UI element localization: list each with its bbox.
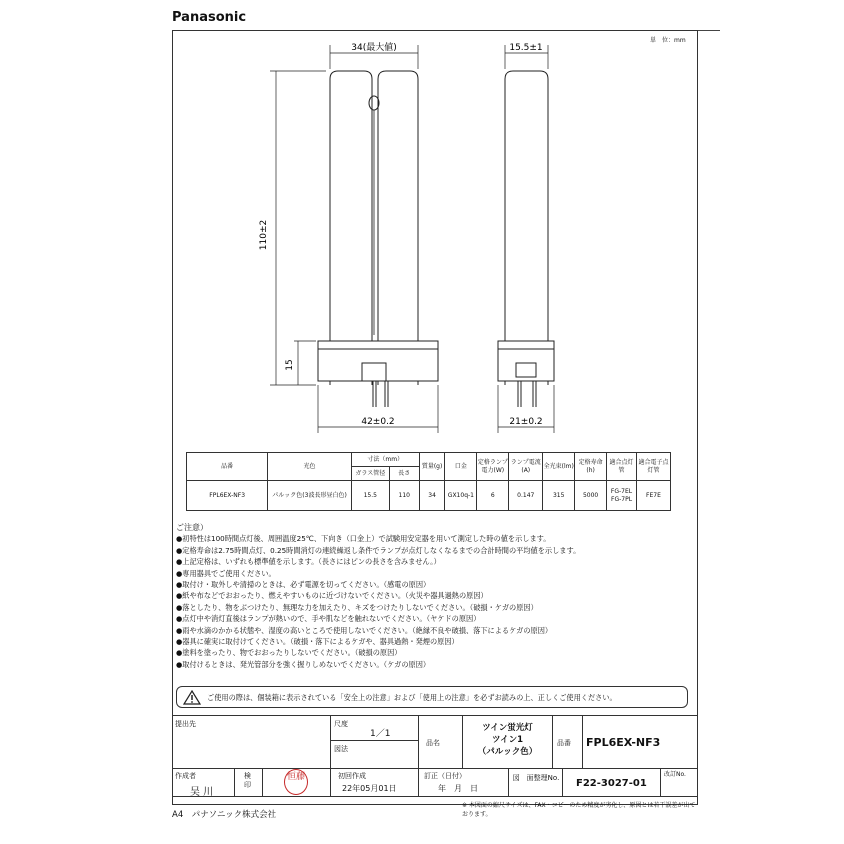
td-tekigo: FG-7EL FG-7PL	[607, 481, 637, 511]
note-item: ●定格寿命は2.75時間点灯、0.25時間消灯の連続繰返し条件でランプが点灯しなくなるまでの合計時間の平均値を示します。	[176, 545, 581, 555]
brand-logo: Panasonic	[172, 10, 247, 25]
dim-front-width: 34(最大値)	[351, 43, 397, 53]
shoban-label: 初回作成	[338, 772, 366, 780]
note-item: ●初特性は100時間点灯後、周囲温度25℃、下向き（口金上）で試験用安定器を用いて測定した時の値を示します。	[176, 534, 551, 544]
th-shitsuryo: 質量(g)	[419, 453, 445, 481]
notes-section	[176, 522, 580, 670]
lamp-drawing	[240, 35, 620, 445]
th-kousoku: 全光束(lm)	[543, 453, 575, 481]
hinban-label: 品番	[557, 739, 571, 747]
td-kuchigane: GX10q-1	[445, 481, 477, 511]
side-tube	[505, 71, 548, 385]
note-item: ●雨や水滴のかかる状態や、湿度の高いところで使用しないでください。（絶縁不良や破損、落下によるケガの原因）	[176, 625, 553, 635]
hinmei-line: （パルック色）	[477, 747, 538, 757]
hinmei-value	[463, 722, 552, 758]
th-denryu: ランプ電流(A)	[509, 453, 543, 481]
th-tekigo: 適合点灯管	[607, 453, 637, 481]
teishutsu-label: 提出先	[175, 720, 196, 728]
note-item: ●紙や布などでおおったり、燃えやすいものに近づけないでください。（火災や器具過熱の原因）	[176, 591, 488, 601]
zumen-number: F22-3027-01	[576, 778, 647, 789]
kaitei-label: 改訂No.	[664, 771, 686, 778]
hinban-value: FPL6EX-NF3	[586, 736, 661, 749]
td-jumyo: 5000	[575, 481, 607, 511]
notes-title: ご注意）	[176, 523, 208, 532]
teisei-date: 年 月 日	[438, 784, 478, 793]
footer-paper: A4 パナソニック株式会社	[172, 810, 277, 820]
dim-side-width: 15.5±1	[509, 43, 543, 53]
th-jumyo: 定格寿命(h)	[575, 453, 607, 481]
td-hinban: FPL6EX-NF3	[187, 481, 268, 511]
dim-base-front: 42±0.2	[361, 417, 395, 427]
zuhou-label: 図法	[334, 745, 348, 753]
scale-value: 1／1	[370, 729, 391, 739]
dim-base-side: 21±0.2	[509, 417, 543, 427]
note-item: ●点灯中や消灯直後はランプが熱いので、手や肌などを触れないでください。（ヤケドの原因）	[176, 614, 481, 624]
front-tube-left	[330, 71, 372, 385]
note-item: ●塗料を塗ったり、物でおおったりしないでください。（破損の原因）	[176, 648, 402, 658]
th-denshi: 適合電子点灯管	[636, 453, 670, 481]
warning-triangle-icon	[183, 690, 201, 705]
shoban-date: 22年05月01日	[342, 784, 397, 793]
th-teikaku: 定格ランプ電力(W)	[477, 453, 509, 481]
shakudo-label: 尺度	[334, 720, 348, 728]
note-item: ●取付けるときは、発光管部分を強く握りしめないでください。（ケガの原因）	[176, 659, 431, 669]
approval-stamp: 恒藤	[284, 769, 308, 795]
warning-text: ご使用の際は、個装箱に表示されている「安全上の注意」および「使用上の注意」を必ずお読みの上、正しくご使用ください。	[207, 693, 617, 702]
unit-label: 単 位：mm	[650, 37, 686, 44]
dim-base-height: 15	[285, 359, 295, 371]
zumen-label: 図 面整理No.	[512, 774, 560, 782]
note-item: ●器具に確実に取付けてください。（破損・落下によるケガや、器具過熱・発煙の原因）	[176, 637, 459, 647]
kenin-label: 検印	[244, 772, 251, 789]
note-item: ●落としたり、物をぶつけたり、無理な力を加えたり、キズをつけたりしないでください。（破損・ケガの原因）	[176, 602, 538, 612]
teisei-label: 訂正（日付）	[424, 772, 466, 780]
hinmei-label: 品名	[426, 739, 440, 747]
hinmei-line: ツイン1	[492, 735, 523, 745]
sakusei-label: 作成者	[175, 772, 196, 780]
td-nagasa: 110	[389, 481, 419, 511]
hinmei-line: ツイン蛍光灯	[482, 723, 533, 733]
front-tube-right	[378, 71, 418, 385]
front-base	[318, 341, 438, 381]
th-sunpo: 寸法（mm）	[351, 453, 419, 467]
th-kuchigane: 口金	[445, 453, 477, 481]
td-teikaku: 6	[477, 481, 509, 511]
th-nagasa: 長さ	[389, 467, 419, 481]
td-kousoku: 315	[543, 481, 575, 511]
warning-box	[176, 686, 688, 708]
footer-note: ※ 本図面の縮尺サイズは、FAX・コピーのため精度が劣化し、原図とは若干誤差が出ております。	[462, 802, 696, 818]
sakusei-name: 吴 川	[190, 787, 214, 798]
th-kosyoku: 光色	[268, 453, 351, 481]
title-block	[172, 715, 698, 806]
note-item: ●上記定格は、いずれも標準値を示します。（長さにはピンの長さを含みません。）	[176, 557, 441, 567]
td-shitsuryo: 34	[419, 481, 445, 511]
th-hinban: 品番	[187, 453, 268, 481]
td-denryu: 0.147	[509, 481, 543, 511]
spec-table	[186, 452, 671, 511]
note-item: ●専用器具でご使用ください。	[176, 568, 276, 578]
td-kosyoku: パルック色(3波長形昼白色)	[268, 481, 351, 511]
side-base	[498, 341, 554, 381]
dim-height: 110±2	[259, 219, 269, 251]
th-glass: ガラス管径	[351, 467, 389, 481]
note-item: ●取付け・取外しや清掃のときは、必ず電源を切ってください。（感電の原因）	[176, 580, 431, 590]
td-denshi: FE7E	[636, 481, 670, 511]
td-glass: 15.5	[351, 481, 389, 511]
